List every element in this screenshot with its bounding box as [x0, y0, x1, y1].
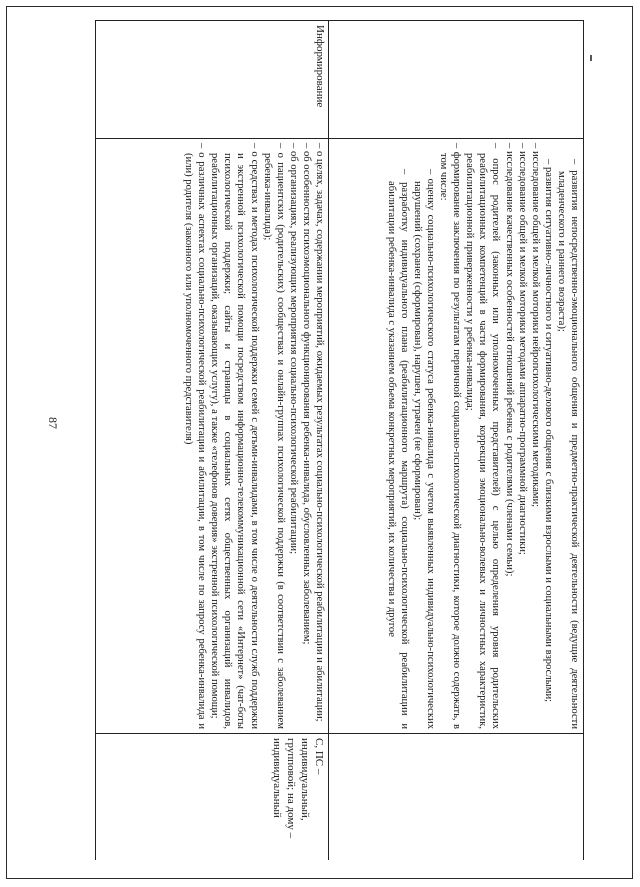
list-item: – о различных аспектах социально-психологической реабилитации и абилитации, в том числе по запросу ребенка-инвалида и (или) родителя (законного или уполномоченного представителя): [183, 143, 208, 729]
list-item: – об особенностях психоэмоционального функционирования ребенка-инвалида, обусловленных заболеванием;: [300, 143, 312, 645]
section-cell: [329, 21, 584, 139]
section-label: Информирование: [314, 25, 326, 108]
list-item-text: разработку индивидуального плана (реабилитационного маршрута) социально-психологической реабилитации и абилитации ребенка-инвалида с указанием объема конкретных мероприятий, их количества и другое: [385, 181, 410, 729]
list-item: – разработку индивидуального плана (реабилитационного маршрута) социально-психологической реабилитации и абилитации ребенка-инвалида с указанием объема конкретных мероприятий, их количества и другое: [385, 169, 410, 729]
list-item: – исследование общей и мелкой моторики нейропсихологическими методиками;: [529, 143, 541, 508]
list-item: – развития ситуативно-личностного и ситуативно-делового общения с близкими взрослыми и социальными взрослыми;: [542, 159, 554, 703]
form-text: С, ПС – индивидуальный, групповой; на дому – индивидуальный: [271, 738, 325, 839]
rotated-table-frame: [87, 20, 584, 860]
list-item-text: оценку социально-психологического статуса ребенка-инвалида с учетом выявленных индивидуально-психологических нарушений (сохранен (сформирован), нарушен, утрачен (не сформирован);: [411, 178, 436, 729]
list-item: – развития непосредственно-эмоционального общения и предметно-практической деятельности (ведущие деятельности младенческого и раннего возраста);: [555, 159, 580, 729]
list-item: – о пациентских (родительских) сообществах и онлайн-группах психологической поддержки (в соответствии с заболеванием ребенка-инвалида);: [261, 143, 286, 729]
scan-mark: [590, 55, 592, 61]
table-container: [87, 20, 584, 860]
section-cell: [96, 21, 329, 139]
table-row: [96, 21, 329, 861]
list-item: – опрос родителей (законных или уполномоченных представителей) с целью определения уровня родительских реабилитационных компетенций в части формирования, коррекции эмоционально-волевых и личностных характеристик, реабилитационной приверженности у ребенка-инвалида;: [464, 143, 502, 729]
page-number: 87: [46, 417, 60, 429]
content-cell: [96, 139, 329, 734]
table-row: [329, 21, 584, 861]
list-item-text: развития ситуативно-личностного и ситуативно-делового общения с близкими взрослыми и социальными взрослыми;: [542, 166, 554, 703]
list-item: – оценку социально-психологического статуса ребенка-инвалида с учетом выявленных индивидуально-психологических нарушений (сохранен (сформирован), нарушен, утрачен (не сформирован);: [411, 169, 436, 729]
list-item: – о целях, задачах, содержании мероприятий, ожидаемых результатах социально-психологической реабилитации и абилитации;: [314, 143, 325, 722]
list-item: – об организациях, реализующих мероприятия социально-психологической реабилитации;: [287, 143, 299, 555]
list-item: – формирование заключения по результатам первичной социально-психологической диагностики, которое должно содержать, в том числе:: [438, 143, 463, 729]
content-cell: [329, 139, 584, 734]
list-item: – исследование качественных особенностей отношений ребенка с родителями (членами семьи);: [503, 143, 515, 577]
rehabilitation-table: [95, 20, 584, 860]
form-cell: [329, 734, 584, 861]
list-item: – о средствах и методах психологической поддержки семей с детьми-инвалидами, в том числе о деятельности служб поддержки и экстренной психологической помощи посредством информационно-телекоммуникационной сети «Интернет» (чат-боты психологической поддержки; сайты и страницы в социальных сетях общественных организаций инвалидов, реабилитационных организаций, оказывающих услугу), а также «телефонов доверия» экстренной психологической помощи;: [209, 143, 260, 729]
list-item-text: развития непосредственно-эмоционального общения и предметно-практической деятельности (ведущие деятельности младенческого и раннего возраста);: [555, 170, 580, 729]
list-item: – исследование общей и мелкой моторики методами аппаратно-программной диагностики;: [516, 143, 528, 555]
form-cell: [96, 734, 329, 861]
